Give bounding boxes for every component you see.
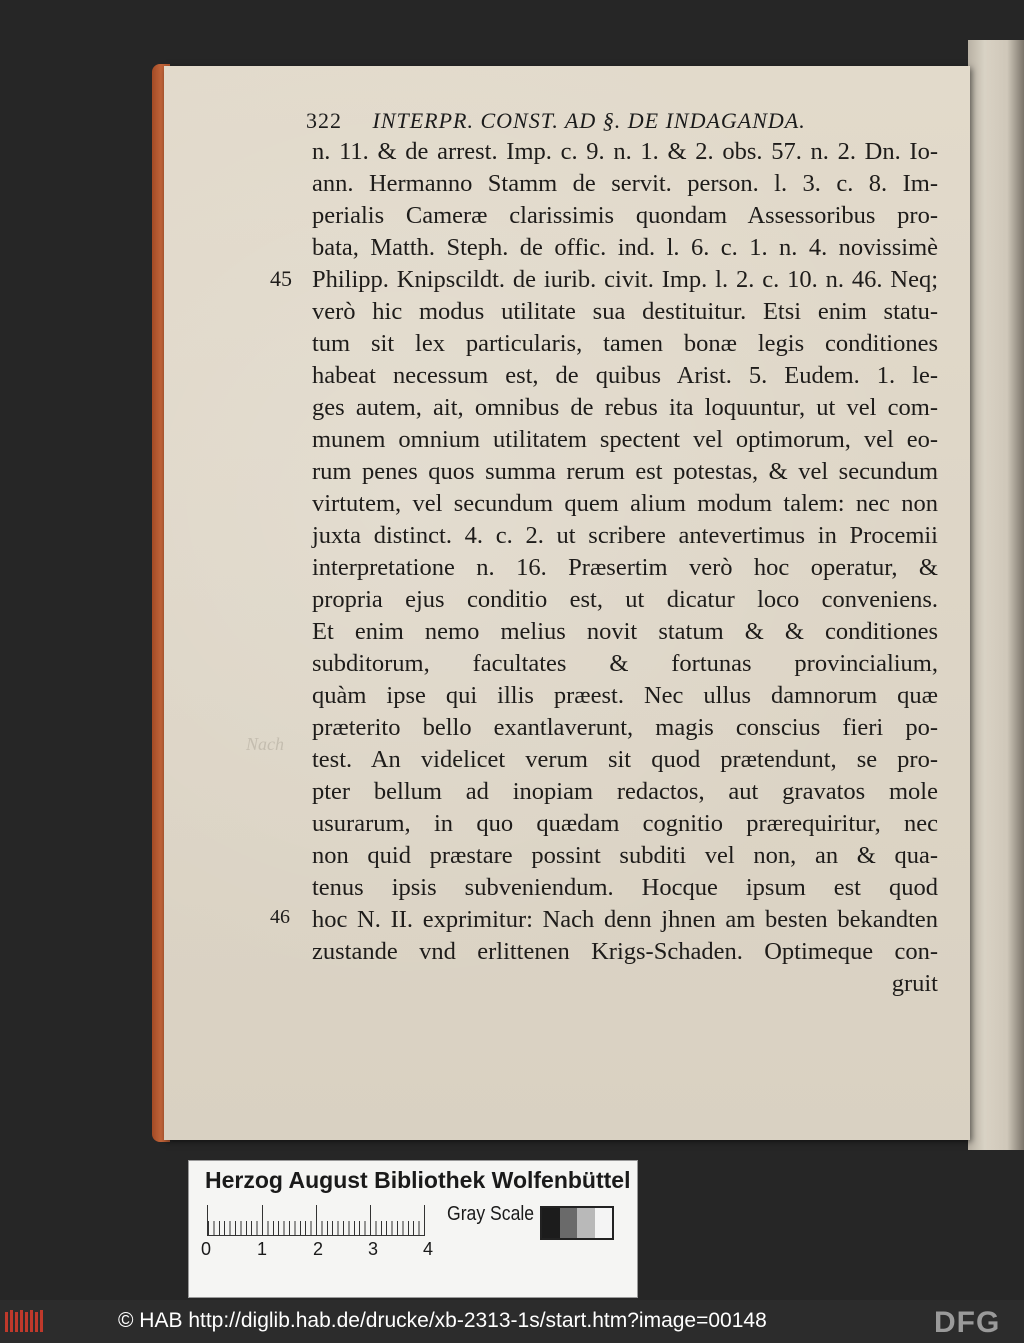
gray-scale-label: Gray Scale: [447, 1203, 535, 1225]
text-line: rum penes quos summa rerum est potestas, & vel secundum: [312, 458, 938, 485]
text-line: n. 11. & de arrest. Imp. c. 9. n. 1. & 2. obs. 57. n. 2. Dn. Io-: [312, 138, 938, 165]
text-line: usurarum, in quo quædam cognitio prærequiritur, nec: [312, 810, 938, 837]
ruler-label: 0: [201, 1239, 212, 1259]
text-line: Philipp. Knipscildt. de iurib. civit. Imp. l. 2. c. 10. n. 46. Neq;: [312, 266, 938, 293]
text-line: perialis Cameræ clarissimis quondam Assessoribus pro-: [312, 202, 938, 229]
bleed-through-mark: Nach: [246, 734, 284, 754]
text-line: verò hic modus utilitate sua destituitur. Etsi enim statu-: [312, 298, 938, 325]
ruler-label: 4: [423, 1239, 434, 1259]
ruler-major-tick: [262, 1205, 263, 1235]
text-line: ann. Hermanno Stamm de servit. person. l. 3. c. 8. Im-: [312, 170, 938, 197]
text-line: ges autem, ait, omnibus de rebus ita loquuntur, ut vel com-: [312, 394, 938, 421]
gray-swatch: [542, 1208, 560, 1238]
running-head: [306, 108, 806, 134]
text-line: propria ejus conditio est, ut dicatur loco conveniens.: [312, 586, 938, 613]
hab-logo-icon: [4, 1308, 46, 1334]
text-line: tenus ipsis subveniendum. Hocque ipsum est quod: [312, 874, 938, 901]
reference-card: [188, 1160, 638, 1298]
text-line: tum sit lex particularis, tamen bonæ legis conditiones: [312, 330, 938, 357]
text-line: non quid præstare possint subditi vel non, an & qua-: [312, 842, 938, 869]
margin-number-46: 46: [270, 906, 290, 928]
ruler-major-tick: [370, 1205, 371, 1235]
text-line: bata, Matth. Steph. de offic. ind. l. 6. c. 1. n. 4. novissimè: [312, 234, 938, 261]
gray-swatch: [560, 1208, 578, 1238]
text-line: zustande vnd erlittenen Krigs-Schaden. Optimeque con-: [312, 938, 938, 965]
body-text: [312, 136, 938, 1000]
library-name: Herzog August Bibliothek Wolfenbüttel: [205, 1167, 631, 1193]
text-line: præterito bello exantlaverunt, magis conscius fieri po-: [312, 714, 938, 741]
running-head-title: INTERPR. CONST. AD §. DE INDAGANDA.: [372, 108, 806, 133]
text-line: test. An videlicet verum sit quod prætendunt, se pro-: [312, 746, 938, 773]
gray-swatch: [595, 1208, 613, 1238]
text-line: quàm ipse qui illis præest. Nec ullus damnorum quæ: [312, 682, 938, 709]
text-line: habeat necessum est, de quibus Arist. 5. Eudem. 1. le-: [312, 362, 938, 389]
gray-swatch: [577, 1208, 595, 1238]
footer-bar: [0, 1300, 1024, 1343]
ruler-labels: [199, 1239, 459, 1263]
text-line: pter bellum ad inopiam redactos, aut gravatos mole: [312, 778, 938, 805]
text-line: hoc N. II. exprimitur: Nach denn jhnen am besten bekandten: [312, 906, 938, 933]
page-number: 322: [306, 108, 342, 133]
margin-number-45: 45: [270, 266, 292, 291]
ruler-label: 1: [257, 1239, 268, 1259]
text-line: munem omnium utilitatem spectent vel optimorum, vel eo-: [312, 426, 938, 453]
ruler-label: 3: [368, 1239, 379, 1259]
dfg-logo: DFG: [934, 1306, 1001, 1339]
text-line: Et enim nemo melius novit statum & & conditiones: [312, 618, 938, 645]
text-line: virtutem, vel secundum quem alium modum talem: nec non: [312, 490, 938, 517]
scale-ruler: [207, 1205, 425, 1236]
gray-scale-swatches: [540, 1206, 614, 1240]
text-line: interpretatione n. 16. Præsertim verò hoc operatur, &: [312, 554, 938, 581]
text-line: juxta distinct. 4. c. 2. ut scribere antevertimus in Procemii: [312, 522, 938, 549]
book-page: [164, 66, 970, 1140]
adjacent-page-edge: [968, 40, 1024, 1150]
copyright-link[interactable]: © HAB http://diglib.hab.de/drucke/xb-2313-1s/start.htm?image=00148: [118, 1309, 767, 1332]
ruler-major-tick: [316, 1205, 317, 1235]
catchword: gruit: [891, 970, 938, 997]
text-line: subditorum, facultates & fortunas provincialium,: [312, 650, 938, 677]
ruler-label: 2: [313, 1239, 324, 1259]
